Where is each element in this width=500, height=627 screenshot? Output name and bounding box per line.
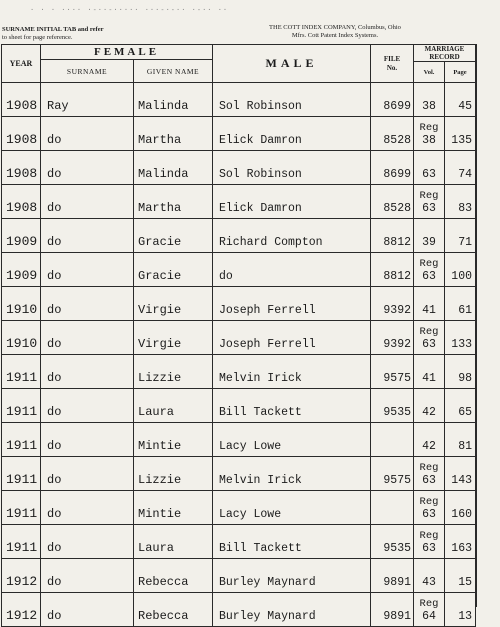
male-name-cell: Burley Maynard	[213, 593, 371, 627]
surname-cell: do	[41, 423, 134, 457]
file-no-cell: 8699	[371, 83, 414, 117]
file-no-cell: 9392	[371, 321, 414, 355]
column-header-page: Page	[445, 62, 476, 83]
company-line-1: THE COTT INDEX COMPANY, Columbus, Ohio	[269, 24, 401, 31]
reg-annotation: Reg	[419, 462, 439, 474]
surname-cell: do	[41, 219, 134, 253]
file-no-cell: 9891	[371, 593, 414, 627]
given-name-cell: Malinda	[134, 83, 213, 117]
file-no-cell: 9392	[371, 287, 414, 321]
volume-cell	[414, 491, 445, 525]
given-name-cell: Malinda	[134, 151, 213, 185]
volume-cell	[414, 389, 445, 423]
file-no-cell: 9535	[371, 389, 414, 423]
surname-cell: do	[41, 253, 134, 287]
given-name-cell: Martha	[134, 117, 213, 151]
volume-number: 63	[422, 542, 436, 555]
surname-cell: do	[41, 287, 134, 321]
volume-number: 38	[422, 100, 436, 113]
volume-cell	[414, 219, 445, 253]
year-cell: 1909	[2, 219, 41, 253]
male-name-cell: Melvin Irick	[213, 457, 371, 491]
year-cell: 1908	[2, 117, 41, 151]
male-name-cell: Joseph Ferrell	[213, 287, 371, 321]
table-row	[2, 117, 476, 151]
page-cell: 65	[445, 389, 476, 423]
volume-cell	[414, 525, 445, 559]
instruction-note	[2, 26, 202, 42]
year-cell: 1911	[2, 457, 41, 491]
table-row	[2, 219, 476, 253]
file-no-line-2: No.	[386, 63, 398, 72]
page-cell: 160	[445, 491, 476, 525]
given-name-cell: Mintie	[134, 423, 213, 457]
file-no-cell: 8528	[371, 117, 414, 151]
surname-cell: do	[41, 321, 134, 355]
volume-number: 64	[422, 610, 436, 623]
volume-cell	[414, 117, 445, 151]
year-cell: 1908	[2, 185, 41, 219]
given-name-cell: Rebecca	[134, 559, 213, 593]
year-cell: 1908	[2, 83, 41, 117]
page-cell: 81	[445, 423, 476, 457]
surname-cell: do	[41, 457, 134, 491]
volume-cell	[414, 287, 445, 321]
table-row	[2, 355, 476, 389]
surname-cell: do	[41, 525, 134, 559]
male-name-cell: Bill Tackett	[213, 389, 371, 423]
page-cell: 163	[445, 525, 476, 559]
table-body	[2, 83, 476, 627]
male-name-cell: Elick Damron	[213, 117, 371, 151]
volume-number: 63	[422, 474, 436, 487]
file-no-cell: 9535	[371, 525, 414, 559]
given-name-cell: Virgie	[134, 287, 213, 321]
file-no-line-1: FILE	[383, 54, 401, 63]
volume-cell	[414, 423, 445, 457]
volume-number: 38	[422, 134, 436, 147]
surname-cell: do	[41, 559, 134, 593]
given-name-cell: Gracie	[134, 253, 213, 287]
surname-cell: do	[41, 593, 134, 627]
male-name-cell: Richard Compton	[213, 219, 371, 253]
reg-annotation: Reg	[419, 258, 439, 270]
file-no-cell: 8528	[371, 185, 414, 219]
given-name-cell: Virgie	[134, 321, 213, 355]
year-cell: 1909	[2, 253, 41, 287]
year-cell: 1911	[2, 423, 41, 457]
file-no-cell	[371, 423, 414, 457]
volume-cell	[414, 83, 445, 117]
reg-annotation: Reg	[419, 326, 439, 338]
male-name-cell: Sol Robinson	[213, 83, 371, 117]
page-cell: 74	[445, 151, 476, 185]
page-cell: 15	[445, 559, 476, 593]
table-row	[2, 151, 476, 185]
column-header-vol: Vol.	[414, 62, 445, 83]
year-cell: 1908	[2, 151, 41, 185]
page-cell: 100	[445, 253, 476, 287]
file-no-cell: 8812	[371, 219, 414, 253]
year-cell: 1912	[2, 593, 41, 627]
file-no-cell	[371, 491, 414, 525]
volume-number: 42	[422, 440, 436, 453]
given-name-cell: Gracie	[134, 219, 213, 253]
given-name-cell: Lizzie	[134, 355, 213, 389]
male-name-cell: Elick Damron	[213, 185, 371, 219]
surname-cell: do	[41, 355, 134, 389]
male-name-cell: Melvin Irick	[213, 355, 371, 389]
page-cell: 83	[445, 185, 476, 219]
volume-number: 63	[422, 338, 436, 351]
page-cell: 45	[445, 83, 476, 117]
year-cell: 1912	[2, 559, 41, 593]
file-no-cell: 9891	[371, 559, 414, 593]
surname-cell: Ray	[41, 83, 134, 117]
right-margin-strip	[476, 44, 500, 607]
male-name-cell: Sol Robinson	[213, 151, 371, 185]
column-header-given-name: GIVEN NAME	[134, 60, 213, 83]
given-name-cell: Martha	[134, 185, 213, 219]
year-cell: 1911	[2, 525, 41, 559]
volume-cell	[414, 253, 445, 287]
volume-number: 42	[422, 406, 436, 419]
year-cell: 1911	[2, 389, 41, 423]
table-row	[2, 525, 476, 559]
volume-number: 63	[422, 508, 436, 521]
given-name-cell: Laura	[134, 525, 213, 559]
volume-cell	[414, 559, 445, 593]
year-cell: 1910	[2, 287, 41, 321]
file-no-cell: 8699	[371, 151, 414, 185]
volume-number: 41	[422, 304, 436, 317]
volume-number: 63	[422, 270, 436, 283]
male-name-cell: Lacy Lowe	[213, 423, 371, 457]
file-no-cell: 9575	[371, 355, 414, 389]
volume-cell	[414, 355, 445, 389]
reg-annotation: Reg	[419, 122, 439, 134]
page-cell: 71	[445, 219, 476, 253]
surname-cell: do	[41, 117, 134, 151]
reg-annotation: Reg	[419, 530, 439, 542]
company-imprint	[230, 24, 440, 40]
company-line-2: Mfrs. Cott Patent Index Systems.	[291, 32, 379, 39]
marriage-record-line-2: RECORD	[429, 53, 460, 61]
page-cell: 135	[445, 117, 476, 151]
surname-cell: do	[41, 151, 134, 185]
column-header-female: FEMALE	[41, 45, 213, 60]
file-no-cell: 9575	[371, 457, 414, 491]
table-row	[2, 559, 476, 593]
volume-number: 41	[422, 372, 436, 385]
given-name-cell: Lizzie	[134, 457, 213, 491]
given-name-cell: Rebecca	[134, 593, 213, 627]
volume-number: 43	[422, 576, 436, 589]
instruction-line-1: SURNAME INITIAL TAB and refer	[2, 26, 104, 33]
reg-annotation: Reg	[419, 496, 439, 508]
table-row	[2, 457, 476, 491]
volume-cell	[414, 151, 445, 185]
scan-noise-marks: · · · ···· ·‑··‑····· ···‑·‑·· ·‑·· ··	[30, 6, 229, 14]
column-header-surname: SURNAME	[41, 60, 134, 83]
table-row	[2, 423, 476, 457]
file-no-cell: 8812	[371, 253, 414, 287]
table-row	[2, 321, 476, 355]
given-name-cell: Mintie	[134, 491, 213, 525]
volume-cell	[414, 593, 445, 627]
table-row	[2, 253, 476, 287]
table-row	[2, 185, 476, 219]
male-name-cell: Joseph Ferrell	[213, 321, 371, 355]
marriage-record-line-1: MARRIAGE	[424, 45, 465, 53]
male-name-cell: Burley Maynard	[213, 559, 371, 593]
marriage-index-table	[1, 44, 476, 627]
volume-number: 39	[422, 236, 436, 249]
page-cell: 98	[445, 355, 476, 389]
instruction-line-2: to sheet for page reference.	[2, 34, 73, 41]
male-name-cell: Bill Tackett	[213, 525, 371, 559]
column-header-file-no	[371, 45, 414, 83]
year-cell: 1910	[2, 321, 41, 355]
column-header-marriage-record	[414, 45, 476, 62]
year-cell: 1911	[2, 355, 41, 389]
page-cell: 13	[445, 593, 476, 627]
table-row	[2, 83, 476, 117]
male-name-cell: Lacy Lowe	[213, 491, 371, 525]
surname-cell: do	[41, 491, 134, 525]
table-row	[2, 491, 476, 525]
column-header-year: YEAR	[2, 45, 41, 83]
volume-cell	[414, 457, 445, 491]
volume-number: 63	[422, 202, 436, 215]
given-name-cell: Laura	[134, 389, 213, 423]
surname-cell: do	[41, 389, 134, 423]
page-cell: 133	[445, 321, 476, 355]
table-row	[2, 287, 476, 321]
year-cell: 1911	[2, 491, 41, 525]
surname-cell: do	[41, 185, 134, 219]
page-cell: 61	[445, 287, 476, 321]
column-header-male: MALE	[213, 45, 371, 83]
volume-cell	[414, 185, 445, 219]
table-row	[2, 593, 476, 627]
table-row	[2, 389, 476, 423]
page-cell: 143	[445, 457, 476, 491]
reg-annotation: Reg	[419, 190, 439, 202]
volume-number: 63	[422, 168, 436, 181]
reg-annotation: Reg	[419, 598, 439, 610]
male-name-cell: do	[213, 253, 371, 287]
volume-cell	[414, 321, 445, 355]
